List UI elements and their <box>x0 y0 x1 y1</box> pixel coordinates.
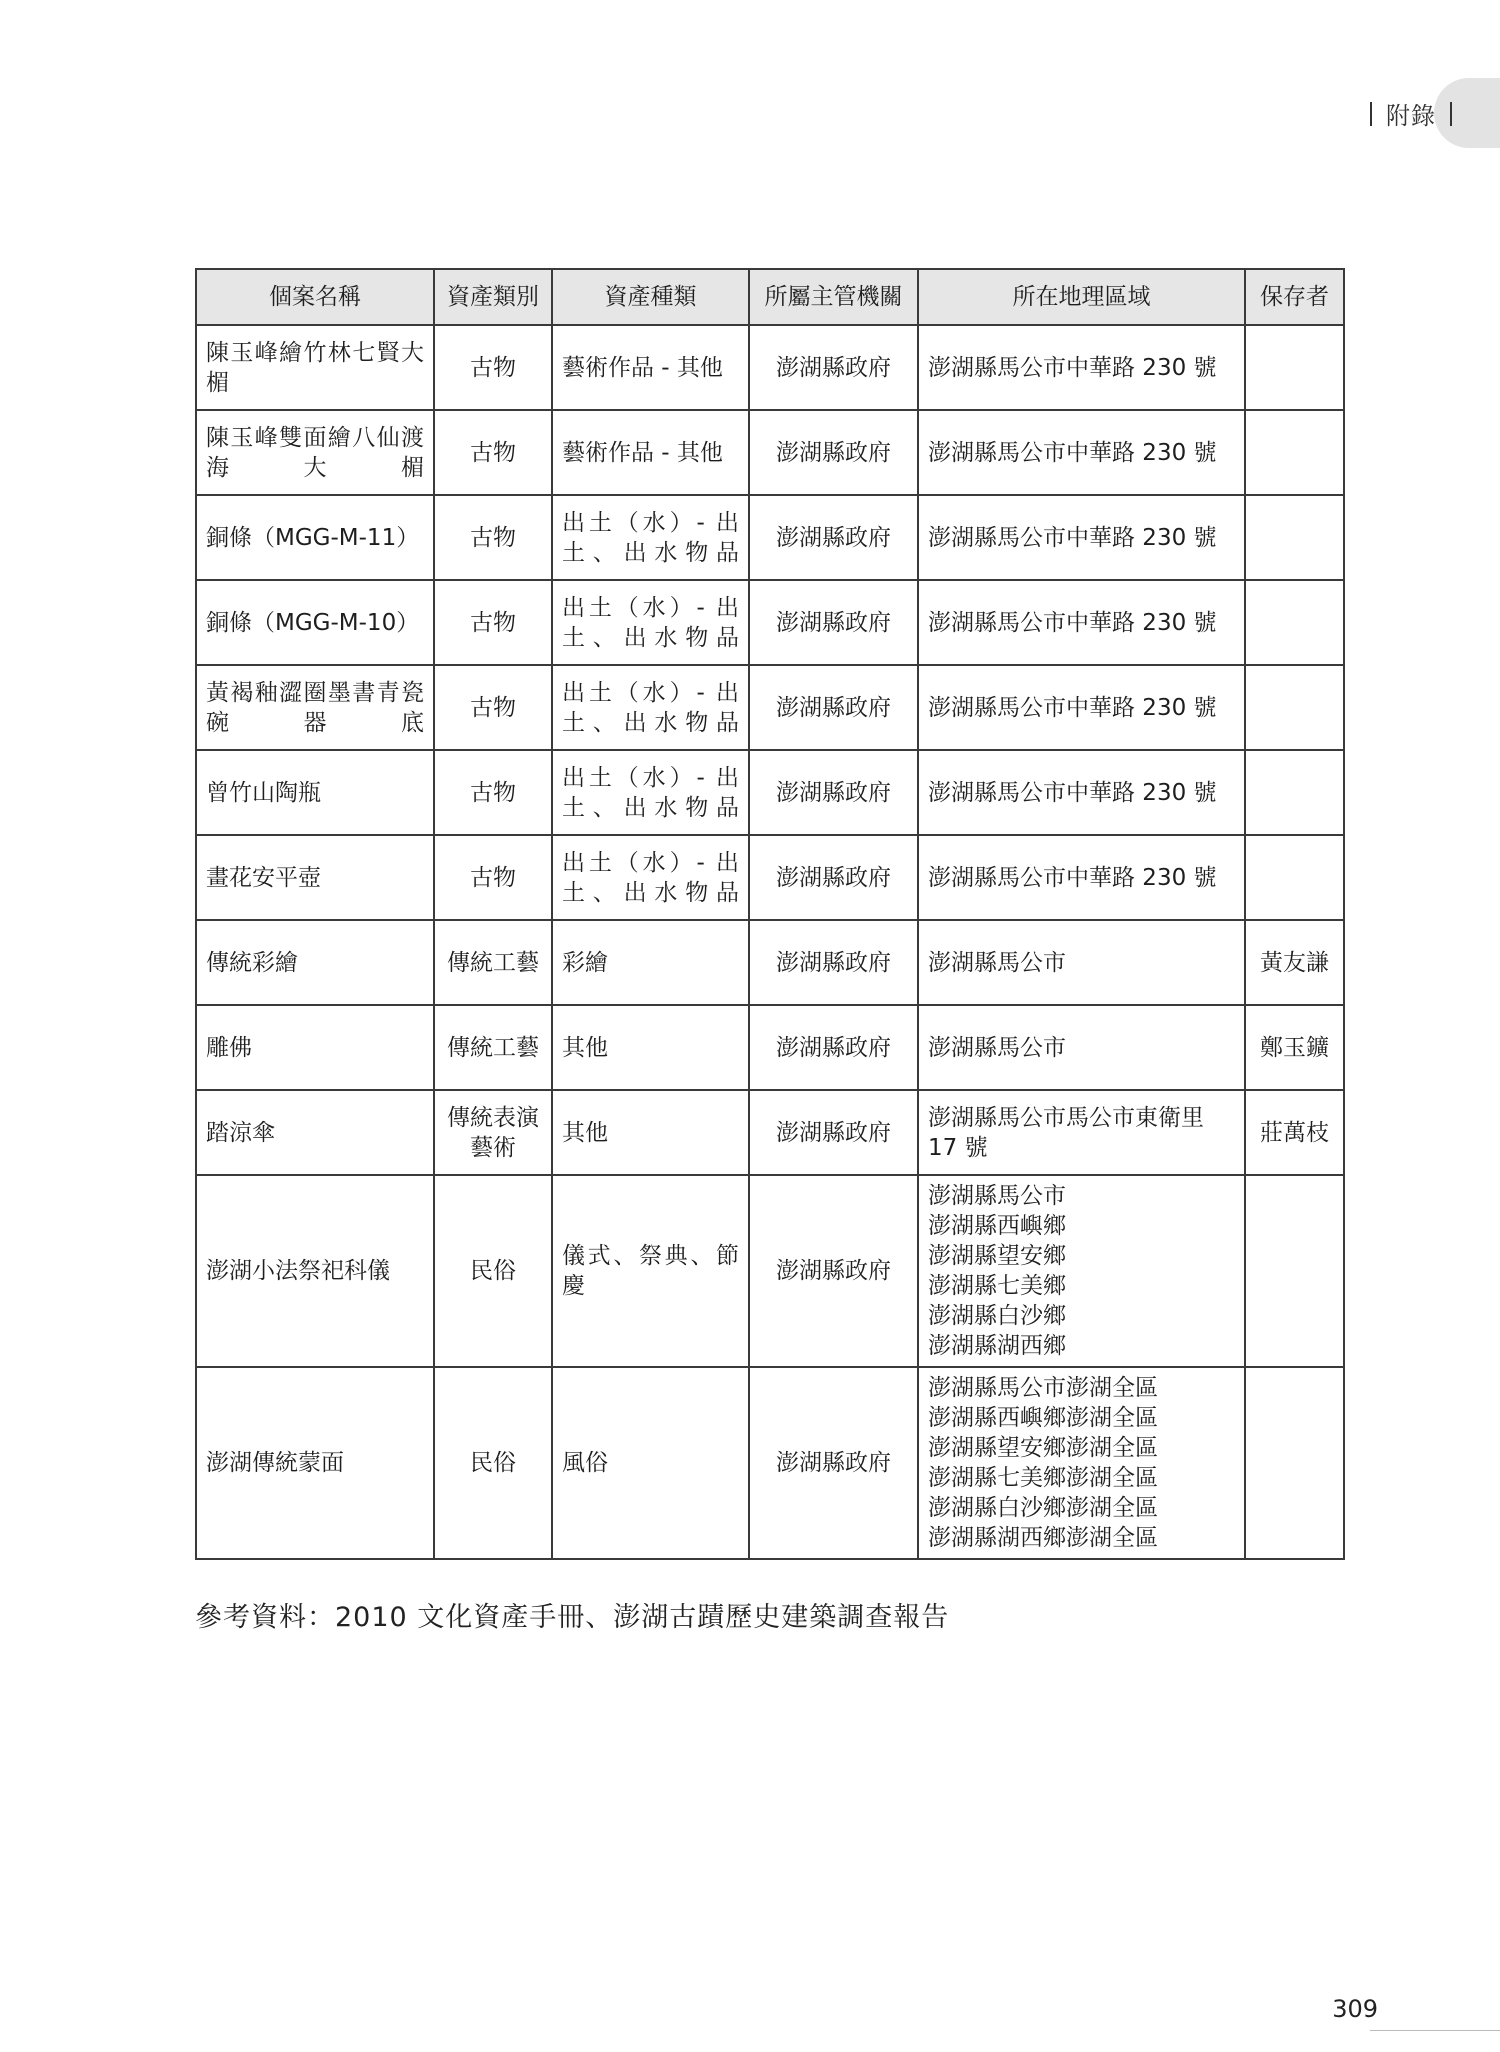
cell-keeper <box>1245 495 1344 580</box>
source-note: 參考資料：2010 文化資產手冊、澎湖古蹟歷史建築調查報告 <box>195 1602 950 1633</box>
cell-category: 古物 <box>434 495 552 580</box>
cultural-asset-table <box>195 268 1345 1560</box>
location-line: 澎湖縣白沙鄉 <box>928 1303 1066 1329</box>
cell-location <box>918 410 1245 495</box>
table-row <box>196 835 1344 920</box>
cell-keeper <box>1245 665 1344 750</box>
location-line: 澎湖縣望安鄉 <box>928 1243 1066 1269</box>
section-title: 附錄 <box>1386 102 1436 130</box>
cell-authority: 澎湖縣政府 <box>749 325 918 410</box>
cell-type: 出土（水）- 出土、出水物品 <box>552 495 749 580</box>
cell-type: 出土（水）- 出土、出水物品 <box>552 665 749 750</box>
table-row <box>196 750 1344 835</box>
cell-name: 銅條（MGG-M-10） <box>196 580 434 665</box>
cell-type: 藝術作品 - 其他 <box>552 410 749 495</box>
cell-keeper <box>1245 835 1344 920</box>
cell-authority: 澎湖縣政府 <box>749 580 918 665</box>
location-line: 澎湖縣湖西鄉 <box>928 1333 1066 1359</box>
cell-type: 風俗 <box>552 1367 749 1559</box>
location-line: 澎湖縣馬公市中華路 230 號 <box>928 779 1217 806</box>
location-line: 澎湖縣馬公市澎湖全區 <box>928 1375 1158 1401</box>
location-line: 澎湖縣馬公市中華路 230 號 <box>928 439 1217 466</box>
cell-type: 其他 <box>552 1090 749 1175</box>
table-row <box>196 1005 1344 1090</box>
cell-category: 古物 <box>434 665 552 750</box>
location-line: 澎湖縣馬公市 <box>928 1034 1066 1061</box>
cell-authority: 澎湖縣政府 <box>749 410 918 495</box>
table-row <box>196 665 1344 750</box>
page-number: 309 <box>1332 1995 1378 2023</box>
location-line: 澎湖縣白沙鄉澎湖全區 <box>928 1495 1158 1521</box>
cell-name: 澎湖小法祭祀科儀 <box>196 1175 434 1367</box>
location-line: 澎湖縣馬公市中華路 230 號 <box>928 694 1217 721</box>
location-line: 澎湖縣馬公市中華路 230 號 <box>928 524 1217 551</box>
cell-category: 古物 <box>434 835 552 920</box>
location-line: 澎湖縣馬公市 <box>928 949 1066 976</box>
cell-name: 雕佛 <box>196 1005 434 1090</box>
location-line: 澎湖縣七美鄉 <box>928 1273 1066 1299</box>
cell-name: 黃褐釉澀圈墨書青瓷碗器底 <box>196 665 434 750</box>
cell-location <box>918 325 1245 410</box>
cell-keeper: 莊萬枝 <box>1245 1090 1344 1175</box>
cell-category: 民俗 <box>434 1175 552 1367</box>
cell-keeper <box>1245 750 1344 835</box>
cell-authority: 澎湖縣政府 <box>749 750 918 835</box>
column-header-type: 資產種類 <box>552 269 749 325</box>
cell-category: 古物 <box>434 325 552 410</box>
cell-keeper <box>1245 410 1344 495</box>
column-header-keeper: 保存者 <box>1245 269 1344 325</box>
running-header <box>1370 96 1452 131</box>
table-row <box>196 325 1344 410</box>
cell-location <box>918 750 1245 835</box>
cell-authority: 澎湖縣政府 <box>749 1175 918 1367</box>
cell-authority: 澎湖縣政府 <box>749 835 918 920</box>
cell-category: 傳統表演藝術 <box>434 1090 552 1175</box>
location-line: 澎湖縣馬公市馬公市東衛里 17 號 <box>928 1104 1204 1161</box>
table-row <box>196 580 1344 665</box>
cell-category: 民俗 <box>434 1367 552 1559</box>
table-body <box>196 325 1344 1559</box>
cell-location <box>918 835 1245 920</box>
table-row <box>196 1367 1344 1559</box>
cell-authority: 澎湖縣政府 <box>749 920 918 1005</box>
location-line: 澎湖縣七美鄉澎湖全區 <box>928 1465 1158 1491</box>
cell-name: 畫花安平壺 <box>196 835 434 920</box>
column-header-location: 所在地理區域 <box>918 269 1245 325</box>
table-row <box>196 495 1344 580</box>
table-row <box>196 410 1344 495</box>
location-line: 澎湖縣馬公市中華路 230 號 <box>928 354 1217 381</box>
cell-name: 踏涼傘 <box>196 1090 434 1175</box>
location-line: 澎湖縣馬公市中華路 230 號 <box>928 609 1217 636</box>
location-line: 澎湖縣馬公市 <box>928 1183 1066 1209</box>
cell-type: 其他 <box>552 1005 749 1090</box>
cell-type: 出土（水）- 出土、出水物品 <box>552 835 749 920</box>
cell-location <box>918 920 1245 1005</box>
cell-name: 銅條（MGG-M-11） <box>196 495 434 580</box>
cell-type: 儀式、祭典、節慶 <box>552 1175 749 1367</box>
cell-name: 陳玉峰雙面繪八仙渡海大楣 <box>196 410 434 495</box>
table-row <box>196 920 1344 1005</box>
cell-location <box>918 580 1245 665</box>
column-header-authority: 所屬主管機關 <box>749 269 918 325</box>
header-divider-left <box>1370 102 1372 126</box>
page-number-rule <box>1370 2030 1500 2031</box>
cell-location <box>918 1367 1245 1559</box>
cell-type: 藝術作品 - 其他 <box>552 325 749 410</box>
cell-type: 彩繪 <box>552 920 749 1005</box>
location-line: 澎湖縣西嶼鄉 <box>928 1213 1066 1239</box>
table-header-row <box>196 269 1344 325</box>
header-divider-right <box>1450 102 1452 126</box>
cell-keeper: 黃友謙 <box>1245 920 1344 1005</box>
column-header-name: 個案名稱 <box>196 269 434 325</box>
cell-name: 陳玉峰繪竹林七賢大楣 <box>196 325 434 410</box>
cell-category: 傳統工藝 <box>434 920 552 1005</box>
column-header-category: 資產類別 <box>434 269 552 325</box>
cell-authority: 澎湖縣政府 <box>749 495 918 580</box>
cell-keeper <box>1245 1367 1344 1559</box>
cell-authority: 澎湖縣政府 <box>749 1005 918 1090</box>
cell-keeper <box>1245 1175 1344 1367</box>
cell-type: 出土（水）- 出土、出水物品 <box>552 750 749 835</box>
cell-authority: 澎湖縣政府 <box>749 665 918 750</box>
location-line: 澎湖縣湖西鄉澎湖全區 <box>928 1525 1158 1551</box>
cell-location <box>918 665 1245 750</box>
location-line: 澎湖縣馬公市中華路 230 號 <box>928 864 1217 891</box>
cell-location <box>918 1175 1245 1367</box>
cell-keeper: 鄭玉鑛 <box>1245 1005 1344 1090</box>
cell-type: 出土（水）- 出土、出水物品 <box>552 580 749 665</box>
table-row <box>196 1090 1344 1175</box>
cell-keeper <box>1245 325 1344 410</box>
location-line: 澎湖縣望安鄉澎湖全區 <box>928 1435 1158 1461</box>
cell-location <box>918 495 1245 580</box>
cell-name: 澎湖傳統蒙面 <box>196 1367 434 1559</box>
cell-name: 曾竹山陶瓶 <box>196 750 434 835</box>
cell-location <box>918 1005 1245 1090</box>
cell-name: 傳統彩繪 <box>196 920 434 1005</box>
table-row <box>196 1175 1344 1367</box>
cell-category: 古物 <box>434 750 552 835</box>
cell-authority: 澎湖縣政府 <box>749 1367 918 1559</box>
cell-category: 古物 <box>434 410 552 495</box>
cell-location <box>918 1090 1245 1175</box>
cell-authority: 澎湖縣政府 <box>749 1090 918 1175</box>
cell-category: 傳統工藝 <box>434 1005 552 1090</box>
location-line: 澎湖縣西嶼鄉澎湖全區 <box>928 1405 1158 1431</box>
cell-category: 古物 <box>434 580 552 665</box>
cell-keeper <box>1245 580 1344 665</box>
